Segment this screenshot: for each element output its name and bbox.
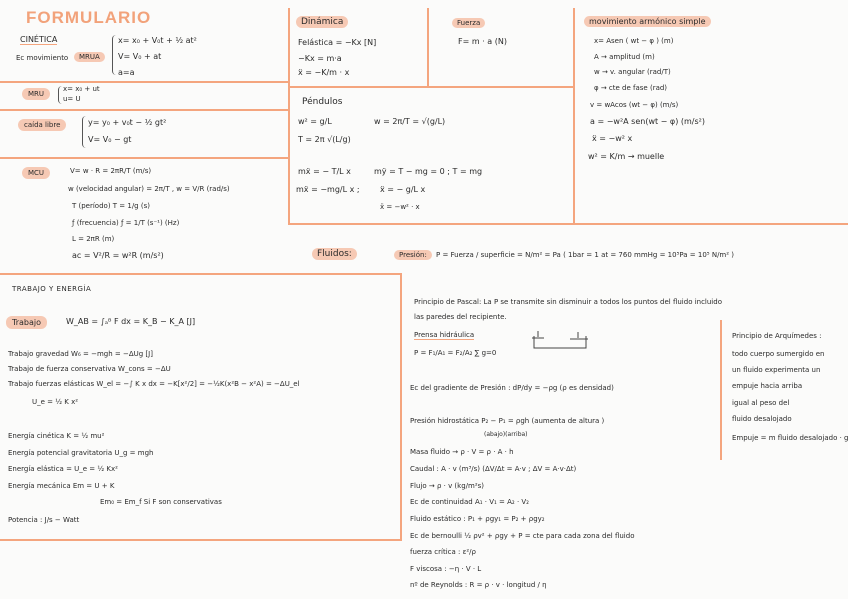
pendulo-ode: ẍ = −w² · x [380,203,420,211]
caida-libre-label: caída libre [18,119,66,131]
energia-line: Potencia : J/s − Watt [8,516,80,524]
dinamica-heading: Dinámica [296,16,348,28]
mcu-line: ƒ (frecuencia) ƒ = 1/T (s⁻¹) (Hz) [72,219,180,227]
dinamica-eq: −Kx = m·a [298,54,342,63]
divider [0,539,402,541]
divider [0,109,288,111]
energia-line: Energía potencial gravitatoria U_g = mgh [8,449,154,457]
mcu-label: MCU [22,167,50,179]
masa-eq: Masa fluido → ρ · V = ρ · A · h [410,448,514,456]
reynolds-eq: nº de Reynolds : R = ρ · v · longitud / η [410,581,547,589]
mrua-eq-accel: a=a [118,68,135,77]
brace-icon [82,116,87,148]
mas-line: w² = K/m → muelle [588,152,665,161]
pendulos-eq: w = 2π/T = √(g/L) [374,117,446,126]
arquimedes-line: fluido desalojado [732,415,792,423]
viscosa-eq: F viscosa : −η · V · L [410,565,482,573]
page-title: FORMULARIO [26,8,152,27]
trabajo-eq: W_AB = ∫ₐᴮ F dx = K_B − K_A [J] [66,317,196,326]
energia-line: Energía cinética K = ½ mu² [8,432,105,440]
pascal-text: las paredes del recipiente. [414,313,507,321]
continuidad-eq: Ec de continuidad A₁ · V₁ = A₂ · V₂ [410,498,529,506]
prensa-diagram-icon [530,330,590,354]
divider [720,320,722,460]
cinetica-heading: CINÉTICA [20,35,58,44]
fluidos-heading: Fluidos: [312,248,357,260]
arquimedes-line: Empuje = m fluido desalojado · g [732,434,848,442]
hidrostatica-note: (abajo)(arriba) [484,431,528,438]
mas-line: A → amplitud (m) [594,53,655,61]
arquimedes-line: un fluido experimenta un [732,366,821,374]
mas-line: x= Asen ( wt − φ ) (m) [594,37,674,45]
caida-eq-position: y= y₀ + v₀t − ½ gt² [88,118,167,127]
divider [0,157,288,159]
fuerza-eq: F= m · a (N) [458,37,507,46]
dinamica-eq: Felástica = −Kx [N] [298,38,377,47]
mru-eq-velocity: u= U [63,95,81,103]
pendulos-heading: Péndulos [302,97,343,107]
mrua-tag: MRUA [74,52,105,62]
divider [288,223,848,225]
mcu-line: L = 2πR (m) [72,235,115,243]
divider [0,81,288,83]
pendulo-ode: ẍ = − g/L x [380,185,426,194]
trabajo-line: Trabajo gravedad W₆ = −mgh = −ΔUg [J] [8,350,153,358]
energia-line: Em₀ = Em_f Si F son conservativas [100,498,222,506]
mas-heading: movimiento armónico simple [584,16,711,27]
mrua-eq-position: x= x₀ + V₀t + ½ at² [118,36,197,45]
presion-eq: P = Fuerza / superficie = N/m² = Pa ( 1bar = 1 at = 760 mmHg = 10⁵Pa = 10⁵ N/m² ) [436,251,735,259]
trabajo-line: Trabajo de fuerza conservativa W_cons = −ΔU [8,365,171,373]
mru-label: MRU [22,88,50,100]
mas-line: w → v. angular (rad/T) [594,68,671,76]
estatico-eq: Fluido estático : P₁ + ρgy₁ = P₂ + ρgy₂ [410,515,545,523]
divider [288,86,573,88]
bernoulli-eq: Ec de bernoulli ½ ρv² + ρgy + P = cte para cada zona del fluido [410,532,635,540]
prensa-eq: P = F₁/A₁ = F₂/A₂ ∑ g=0 [414,349,497,357]
mcu-line: w (velocidad angular) = 2π/T , w = V/R (rad/s) [68,185,230,193]
flujo-eq: Flujo → ρ · v (kg/m²s) [410,482,485,490]
arquimedes-line: Principio de Arquímedes : [732,332,822,340]
gradiente-eq: Ec del gradiente de Presión : dP/dy = −ρg (ρ es densidad) [410,384,614,392]
presion-label: Presión: [394,250,432,260]
hidrostatica-eq: Presión hidrostática P₂ − P₁ = ρgh (aumenta de altura ) [410,417,605,425]
pendulos-eq: w² = g/L [298,117,332,126]
arquimedes-line: igual al peso del [732,399,790,407]
mas-line: v = wAcos (wt − φ) (m/s) [590,101,679,109]
mas-line: ẍ = −w² x [592,134,633,143]
brace-icon [112,35,117,75]
trabajo-line: Trabajo fuerzas elásticas W_el = −∫ K x dx = −K[x²/2] = −½K(x²B − x²A) = −ΔU_el [8,380,300,388]
trabajo-label: Trabajo [6,316,47,329]
mcu-line: T (período) T = 1/g (s) [72,202,150,210]
pendulo-ode: mÿ = T − mg = 0 ; T = mg [374,167,483,176]
caudal-eq: Caudal : A · v (m³/s) (ΔV/Δt = A·v ; ΔV = A·v·Δt) [410,465,577,473]
energia-line: Energía mecánica Em = U + K [8,482,115,490]
divider [427,8,429,88]
trabajo-line: U_e = ½ K x² [32,398,79,406]
trabajo-heading: TRABAJO Y ENERGÍA [12,285,92,293]
fuerza-heading: Fuerza [452,18,485,28]
energia-line: Energía elástica = U_e = ½ Kx² [8,465,118,473]
arquimedes-line: empuje hacia arriba [732,382,803,390]
divider [0,273,402,275]
mas-line: a = −w²A sen(wt − φ) (m/s²) [590,117,705,126]
pascal-text: Principio de Pascal: La P se transmite sin disminuir a todos los puntos del fluido incluido [414,298,722,306]
mcu-line: aᴄ = V²/R = w²R (m/s²) [72,251,164,260]
mru-eq-position: x= x₀ + ut [63,85,100,93]
mrua-label: Ec movimiento [16,54,69,62]
pendulo-ode: mẍ = −mg/L x ; [296,185,360,194]
dinamica-eq: ẍ = −K/m · x [298,68,350,77]
divider [288,8,290,224]
arquimedes-line: todo cuerpo sumergido en [732,350,825,358]
divider [573,8,575,224]
fuerza-critica-eq: fuerza crítica : ε²/ρ [410,548,476,556]
pendulos-eq: T = 2π √(L/g) [298,135,351,144]
mas-line: φ → cte de fase (rad) [594,84,668,92]
divider [400,273,402,541]
mcu-line: V= w · R = 2πR/T (m/s) [70,167,152,175]
mrua-eq-velocity: V= V₀ + at [118,52,162,61]
caida-eq-velocity: V= V₀ − gt [88,135,132,144]
pendulo-ode: mẍ = − T/L x [298,167,351,176]
prensa-heading: Prensa hidráulica [414,331,475,339]
